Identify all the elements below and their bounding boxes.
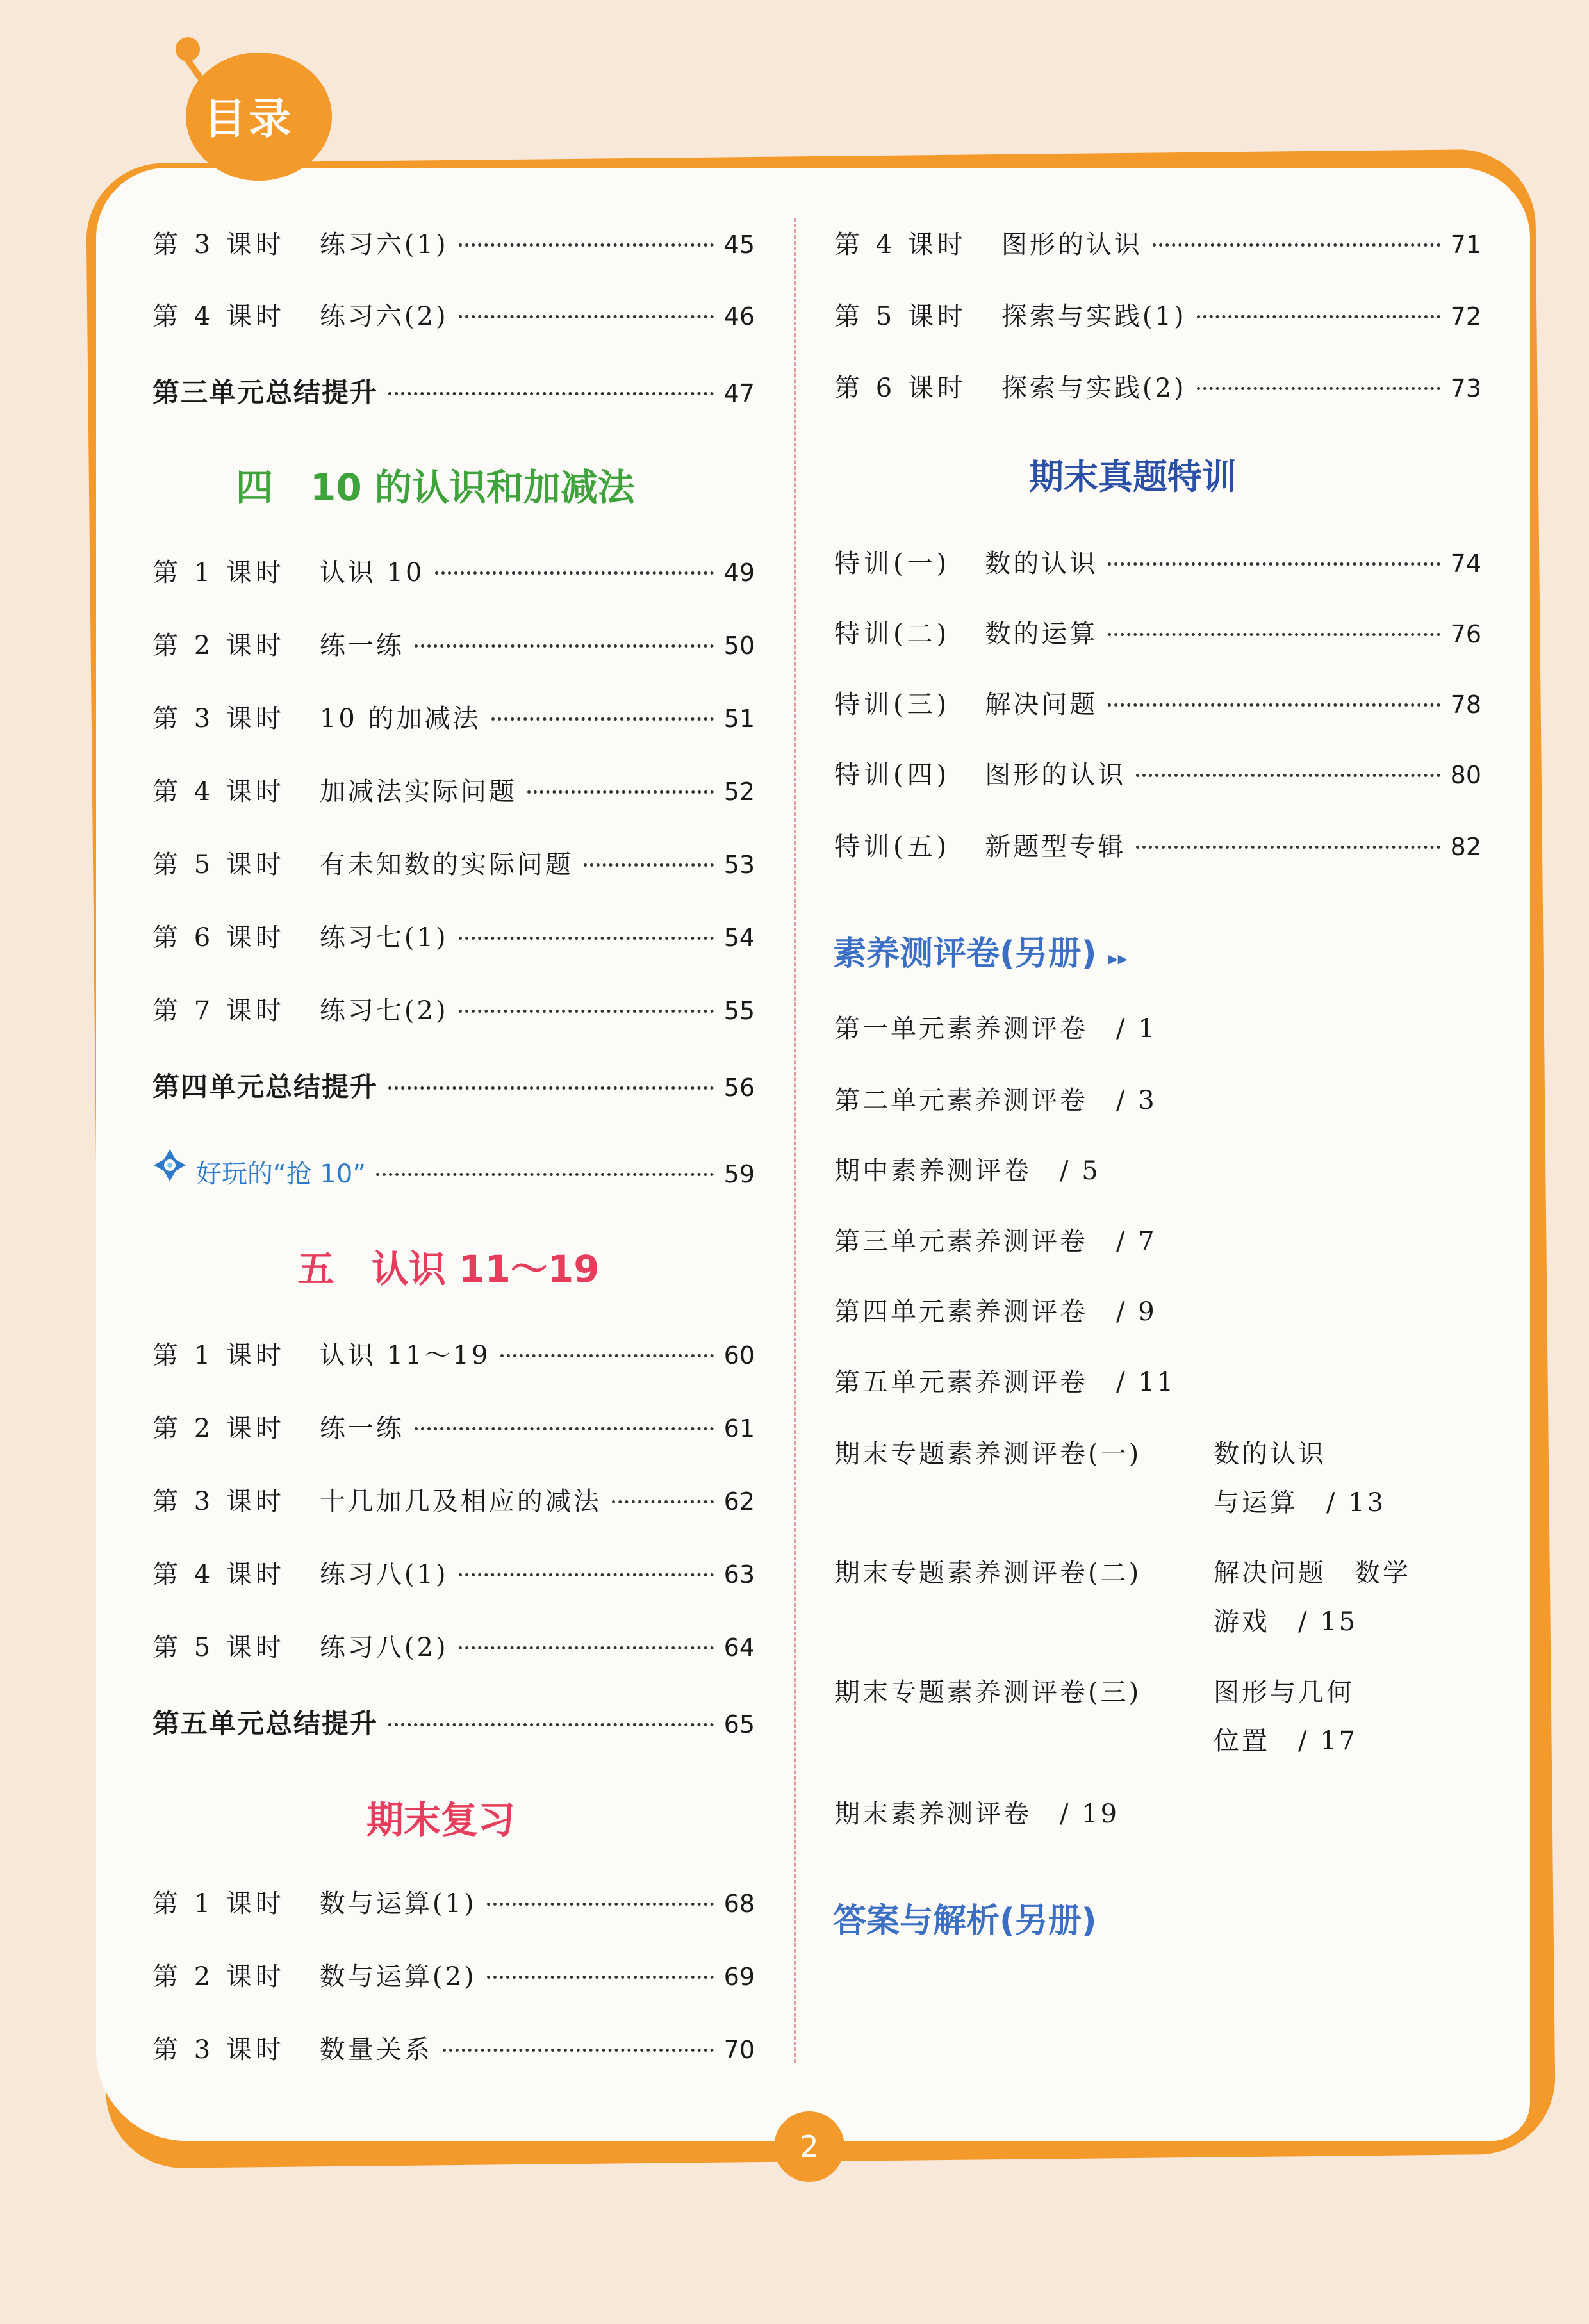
dot-leader (1108, 703, 1440, 707)
final-quiz-entry[interactable]: 期末素养测评卷 / 19 (834, 1799, 1120, 1829)
entry-title: 有未知数的实际问题 (319, 850, 573, 880)
lesson-label: 第 6 课时 (152, 923, 285, 953)
quiz-entry[interactable]: 第五单元素养测评卷 / 11 (834, 1368, 1176, 1397)
page-number: 64 (723, 1633, 755, 1662)
lesson-label: 特训(二) (834, 619, 951, 649)
toc-entry[interactable] (834, 368, 1481, 406)
lesson-label: 第 4 课时 (834, 230, 967, 259)
lesson-label: 第 3 课时 (152, 704, 285, 733)
quiz-entry[interactable]: 第一单元素养测评卷 / 1 (834, 1014, 1157, 1043)
dot-leader (376, 1173, 714, 1176)
toc-entry[interactable] (152, 1408, 755, 1446)
summary-title: 第四单元总结提升 (152, 1071, 379, 1102)
entry-title: 练习七(1) (319, 923, 449, 953)
page-number: 71 (1450, 231, 1481, 259)
dot-leader (459, 1573, 714, 1576)
toc-entry[interactable] (152, 771, 755, 810)
page-number: 59 (723, 1160, 755, 1188)
lesson-label: 第 4 课时 (152, 777, 285, 806)
toc-entry[interactable] (152, 1883, 755, 1922)
lesson-label: 第 1 课时 (152, 558, 285, 587)
dot-leader (527, 790, 714, 794)
dot-leader (612, 1500, 714, 1503)
lesson-label: 特训(一) (834, 549, 951, 578)
dot-leader (1153, 243, 1440, 247)
dot-leader (1136, 774, 1440, 777)
toc-entry[interactable] (152, 1627, 755, 1665)
entry-title: 练习七(2) (319, 996, 449, 1026)
page-number: 63 (723, 1560, 755, 1589)
summary-title: 第五单元总结提升 (152, 1708, 379, 1739)
topic-quiz-entry[interactable] (834, 1672, 1358, 1756)
lesson-label: 第 3 课时 (152, 1487, 285, 1516)
page-number-badge: 2 (774, 2111, 844, 2182)
toc-entry[interactable] (152, 296, 755, 334)
page-number: 73 (1450, 374, 1481, 402)
toc-summary-entry[interactable] (152, 372, 755, 410)
page-number: 70 (723, 2036, 755, 2064)
dot-leader (459, 243, 714, 247)
page-number: 62 (723, 1487, 755, 1516)
entry-title: 10 的加减法 (319, 704, 481, 733)
review-heading: 期末复习 (366, 1798, 516, 1842)
dot-leader (491, 717, 714, 721)
tab-antenna-dot (176, 37, 200, 61)
entry-title: 数量关系 (319, 2035, 432, 2065)
toc-entry[interactable] (834, 224, 1481, 263)
toc-entry[interactable] (152, 1554, 755, 1592)
lesson-label: 特训(五) (834, 832, 951, 862)
entry-title: 十几加几及相应的减法 (319, 1487, 602, 1516)
page-number: 68 (723, 1890, 755, 1918)
header-label: 目录 (204, 94, 293, 143)
toc-entry[interactable] (152, 917, 755, 956)
dot-leader (584, 863, 714, 867)
entry-title: 探索与实践(1) (1001, 302, 1187, 331)
dot-leader (388, 392, 714, 395)
lesson-label: 特训(四) (834, 760, 951, 790)
column-divider (794, 218, 796, 2063)
lesson-label: 第 3 课时 (152, 230, 285, 259)
unit4-heading: 四 10 的认识和加减法 (236, 466, 635, 509)
topic-quiz-entry[interactable] (834, 1553, 1411, 1637)
lesson-label: 第 5 课时 (152, 850, 285, 880)
page-number: 78 (1450, 691, 1481, 719)
dot-leader (1197, 387, 1440, 390)
topic-quiz-title: 期末专题素养测评卷(一) (834, 1439, 1142, 1469)
toc-game-entry[interactable] (152, 1148, 755, 1189)
entry-title: 认识 11～19 (319, 1341, 491, 1370)
page-number: 69 (723, 1963, 755, 1991)
toc-entry[interactable] (152, 990, 755, 1029)
dot-leader (459, 1010, 714, 1013)
lesson-label: 第 5 课时 (834, 302, 967, 331)
page-number: 46 (723, 302, 755, 331)
quiz-entry[interactable]: 第四单元素养测评卷 / 9 (834, 1297, 1157, 1327)
entry-title: 数与运算(2) (319, 1962, 477, 1992)
entry-title: 解决问题 (985, 690, 1098, 719)
toc-entry[interactable] (152, 552, 755, 591)
page-number: 49 (723, 559, 755, 587)
lesson-label: 第 2 课时 (152, 1962, 285, 1992)
dot-leader (459, 1646, 714, 1649)
topic-quiz-topic-cont: 与运算 / 13 (1214, 1488, 1387, 1518)
lesson-label: 第 4 课时 (152, 302, 285, 331)
dot-leader (487, 1903, 714, 1906)
topic-quiz-topic-cont: 游戏 / 15 (1214, 1607, 1358, 1637)
toc-entry[interactable] (152, 1335, 755, 1373)
page-number: 52 (723, 778, 755, 806)
answers-heading: 答案与解析(另册) (833, 1902, 1097, 1940)
dot-leader (1108, 633, 1440, 636)
game-title: 好玩的“抢 10” (196, 1159, 366, 1189)
entry-title: 练习八(1) (319, 1560, 449, 1589)
quiz-entry[interactable]: 期中素养测评卷 / 5 (834, 1156, 1101, 1186)
lesson-label: 第 2 课时 (152, 1414, 285, 1443)
lesson-label: 第 3 课时 (152, 2035, 285, 2065)
lesson-label: 特训(三) (834, 690, 951, 719)
lesson-label: 第 4 课时 (152, 1560, 285, 1589)
page-number: 50 (723, 632, 755, 660)
entry-title: 图形的认识 (1001, 230, 1142, 259)
toc-entry[interactable] (152, 844, 755, 883)
quiz-entry[interactable]: 第三单元素养测评卷 / 7 (834, 1227, 1157, 1256)
page-number: 72 (1450, 302, 1481, 331)
toc-entry[interactable] (834, 826, 1481, 865)
toc-entry[interactable] (152, 698, 755, 737)
page-number: 80 (1450, 761, 1481, 789)
lesson-label: 第 7 课时 (152, 996, 285, 1026)
entry-title: 认识 10 (319, 558, 425, 587)
toc-entry[interactable] (834, 684, 1481, 723)
entry-title: 练一练 (319, 631, 404, 660)
toc-entry[interactable] (152, 1956, 755, 1995)
page-number: 76 (1450, 620, 1481, 648)
toc-entry[interactable] (152, 2029, 755, 2068)
dot-leader (459, 937, 714, 940)
dot-leader (388, 1723, 714, 1726)
page-number: 74 (1450, 550, 1481, 578)
dot-leader (459, 315, 714, 318)
topic-quiz-topic: 数的认识 (1214, 1439, 1326, 1469)
entry-title: 练一练 (319, 1414, 404, 1443)
topic-quiz-entry[interactable] (834, 1434, 1387, 1518)
page-number: 61 (723, 1414, 755, 1443)
topic-quiz-topic: 图形与几何 (1214, 1678, 1354, 1707)
entry-title: 加减法实际问题 (319, 777, 517, 806)
page-number: 45 (723, 231, 755, 259)
dot-leader (435, 571, 714, 575)
page-number: 65 (723, 1710, 755, 1739)
topic-quiz-topic-cont: 位置 / 17 (1214, 1726, 1358, 1756)
page-number: 82 (1450, 833, 1481, 861)
entry-title: 探索与实践(2) (1001, 373, 1187, 403)
dot-leader (500, 1354, 713, 1357)
page-number: 51 (723, 705, 755, 733)
entry-title: 练习六(1) (319, 230, 449, 259)
page-number: 55 (723, 997, 755, 1025)
quiz-booklet-heading-text: 素养测评卷(另册) (833, 935, 1097, 973)
toc-summary-entry[interactable] (152, 1703, 755, 1741)
topic-quiz-title: 期末专题素养测评卷(二) (834, 1559, 1142, 1588)
dot-leader (415, 1427, 714, 1430)
toc-entry[interactable] (834, 614, 1481, 652)
toc-entry[interactable] (152, 224, 755, 263)
dot-leader (1197, 315, 1440, 318)
page-number: 60 (723, 1341, 755, 1370)
toc-entry[interactable] (834, 543, 1481, 582)
puzzle-icon (152, 1148, 187, 1182)
toc-entry[interactable] (152, 625, 755, 664)
special-training-heading: 期末真题特训 (1029, 457, 1237, 497)
dot-leader (487, 1976, 714, 1979)
entry-title: 练习六(2) (319, 302, 449, 331)
page-number: 47 (723, 379, 755, 407)
page-number: 54 (723, 924, 755, 952)
entry-title: 新题型专辑 (985, 832, 1126, 862)
quiz-entry[interactable]: 第二单元素养测评卷 / 3 (834, 1086, 1157, 1115)
lesson-label: 第 6 课时 (834, 373, 967, 403)
dot-leader (1136, 846, 1440, 849)
toc-entry[interactable] (834, 755, 1481, 793)
lesson-label: 第 2 课时 (152, 631, 285, 660)
lesson-label: 第 5 课时 (152, 1633, 285, 1662)
unit5-heading: 五 认识 11～19 (297, 1247, 600, 1291)
entry-title: 数的运算 (985, 619, 1098, 649)
dot-leader (1108, 562, 1440, 566)
lesson-label: 第 1 课时 (152, 1341, 285, 1370)
dot-leader (443, 2049, 714, 2052)
page-number: 56 (723, 1074, 755, 1102)
entry-title: 数与运算(1) (319, 1889, 477, 1919)
double-arrow-icon: ▸▸ (1108, 947, 1128, 970)
toc-entry[interactable] (834, 296, 1481, 334)
entry-title: 练习八(2) (319, 1633, 449, 1662)
entry-title: 数的认识 (985, 549, 1098, 578)
toc-entry[interactable] (152, 1481, 755, 1519)
page-number: 53 (723, 851, 755, 879)
toc-summary-entry[interactable] (152, 1066, 755, 1104)
topic-quiz-title: 期末专题素养测评卷(三) (834, 1678, 1142, 1707)
topic-quiz-topic: 解决问题 数学 (1214, 1559, 1411, 1588)
lesson-label: 第 1 课时 (152, 1889, 285, 1919)
dot-leader (415, 644, 714, 648)
quiz-booklet-heading (833, 926, 1128, 974)
dot-leader (388, 1086, 714, 1090)
entry-title: 图形的认识 (985, 760, 1126, 790)
summary-title: 第三单元总结提升 (152, 377, 379, 408)
